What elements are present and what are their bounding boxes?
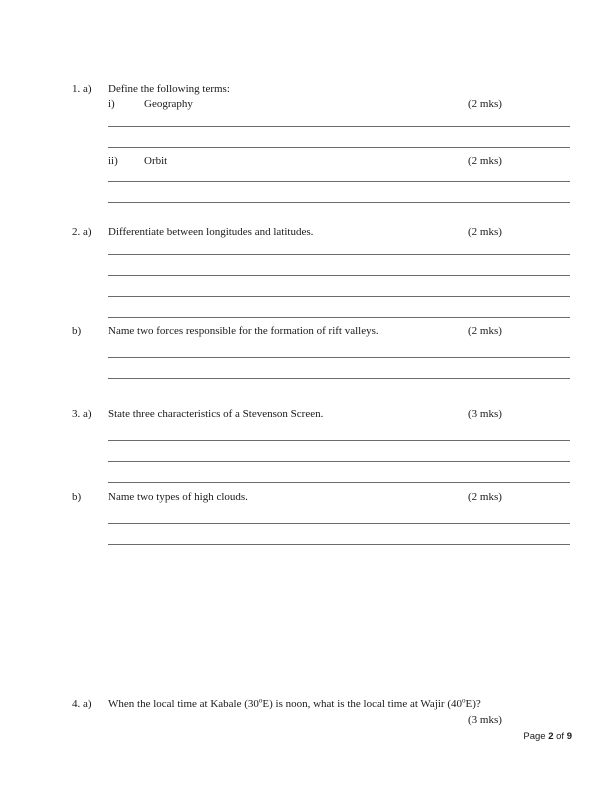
q4a-text: When the local time at Kabale (30$^o$E) is noon, what is the local time at Wajir (40$^o$E)?: [108, 696, 481, 710]
answer-line[interactable]: [108, 181, 570, 182]
q4a-number: 4. a): [72, 698, 92, 710]
answer-line[interactable]: [108, 440, 570, 441]
answer-line[interactable]: [108, 202, 570, 203]
answer-line[interactable]: [108, 254, 570, 255]
q3b-text: Name two types of high clouds.: [108, 491, 248, 503]
answer-line[interactable]: [108, 126, 570, 127]
q3a-text: State three characteristics of a Stevenson Screen.: [108, 408, 324, 420]
q1-number: 1. a): [72, 83, 92, 95]
answer-line[interactable]: [108, 378, 570, 379]
degree-symbol: o: [462, 696, 466, 705]
q2b-number: b): [72, 325, 82, 337]
q2a-marks: (2 mks): [468, 226, 502, 238]
page-number: Page 2 of 9: [523, 731, 572, 742]
answer-line[interactable]: [108, 523, 570, 524]
answer-line[interactable]: [108, 147, 570, 148]
q1-i-term: Geography: [144, 98, 193, 110]
q2b-marks: (2 mks): [468, 325, 502, 337]
q4a-marks: (3 mks): [468, 714, 502, 726]
q2b-text: Name two forces responsible for the formation of rift valleys.: [108, 325, 379, 337]
q3a-number: 3. a): [72, 408, 92, 420]
q3b-marks: (2 mks): [468, 491, 502, 503]
q3b-number: b): [72, 491, 82, 503]
q1-i-label: i): [108, 98, 115, 110]
answer-line[interactable]: [108, 357, 570, 358]
answer-line[interactable]: [108, 296, 570, 297]
answer-line[interactable]: [108, 482, 570, 483]
answer-line[interactable]: [108, 317, 570, 318]
degree-symbol: o: [258, 696, 263, 705]
q1-i-marks: (2 mks): [468, 98, 502, 110]
q3a-marks: (3 mks): [468, 408, 502, 420]
answer-line[interactable]: [108, 544, 570, 545]
q1-stem: Define the following terms:: [108, 83, 230, 95]
answer-line[interactable]: [108, 275, 570, 276]
q1-ii-term: Orbit: [144, 155, 168, 167]
q2a-text: Differentiate between longitudes and latitudes.: [108, 226, 314, 238]
q1-ii-label: ii): [108, 155, 118, 167]
answer-line[interactable]: [108, 461, 570, 462]
q1-ii-marks: (2 mks): [468, 155, 502, 167]
q2a-number: 2. a): [72, 226, 92, 238]
